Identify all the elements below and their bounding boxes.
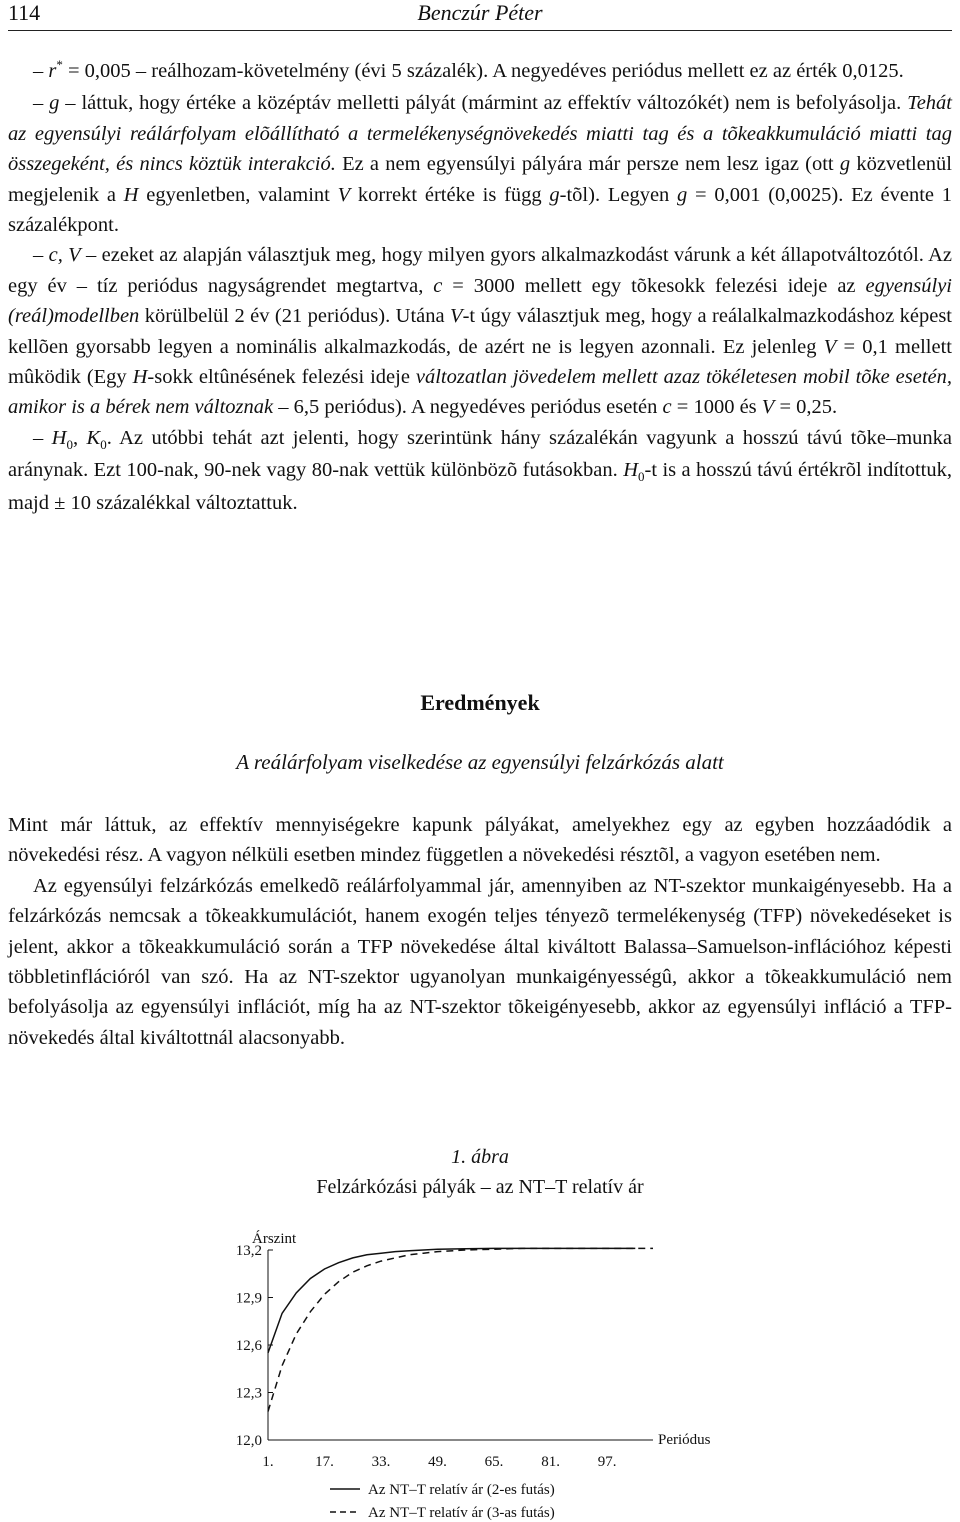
x-tick-label: 1. xyxy=(262,1454,274,1470)
subsection-title: A reálárfolyam viselkedése az egyensúlyi felzárkózás alatt xyxy=(236,750,724,774)
x-tick-label: 33. xyxy=(371,1454,391,1470)
section-title: Eredmények xyxy=(420,690,540,715)
figure-number: 1. ábra xyxy=(451,1146,509,1168)
results-paragraph-2: Az egyensúlyi felzárkózás emelkedõ reálárfolyammal jár, amennyiben az NT-szektor munkaigényesebb. Ha a felzárkózás nemcsak a tõkeakkumulációt, hanem exogén teljes tényezõ termelékenység (TFP) növekedéseket is jelent, akkor a tõkeakkumuláció során a TFP növekedése által kiváltott Balassa–Samuelson-inflációhoz képesti többletinflációról van szó. Ha az NT-szektor ugyanolyan munkaigényességû, akkor a tõkeakkumuláció nem befolyásolja az egyensúlyi inflációt, míg ha az NT-szektor tõkeigényesebb, akkor az egyensúlyi infláció a TFP-növekedés által kiváltottnál alacsonyabb. xyxy=(8,874,952,1049)
results-paragraph-1: Mint már láttuk, az effektív mennyiségekre kapunk pályákat, amelyekhez egy az egyben hozzáadódik a növekedési rész. A vagyon nélküli esetben mindez független a növekedési résztõl, a vagyon esetében nem. xyxy=(8,814,952,867)
page-number: 114 xyxy=(8,0,41,25)
series-layer xyxy=(268,1248,653,1411)
x-tick-label: 17. xyxy=(315,1454,334,1470)
series-line-1 xyxy=(268,1248,635,1353)
param-h0-k0: – $H_0$, $K_0$. Az utóbbi tehát azt jelenti, hogy szerintünk hány százalékán vagyunk a hosszú távú tõke–munka aránynak. Ezt 100-nak, 90-nek vagy 80-nak vettük különbözõ futásokban. $H_0-t$ is a hosszú távú értékrõl indítottuk, majd ± 10 százalékkal változtattuk. xyxy=(8,426,953,514)
y-axis-label: Árszint xyxy=(252,1231,297,1247)
x-tick-label: 65. xyxy=(484,1454,504,1470)
x-tick-label: 81. xyxy=(541,1454,560,1470)
figure-title: Felzárkózási pályák – az NT–T relatív ár xyxy=(316,1176,644,1198)
x-tick-label: 97. xyxy=(597,1454,617,1470)
y-tick-label: 12,9 xyxy=(235,1290,262,1307)
param-g: – g – láttuk, hogy értéke a középtáv melletti pályát (mármint az effektív változókét) nem is befolyásolja. Tehát az egyensúlyi reálárfolyam elõállítható a termelékenységnövekedés miatti tag és a tõkeakkumuláció miatti tag összegeként, és nincs köztük interakció. Ez a nem egyensúlyi pályára már persze nem lesz igaz (ott g közvetlenül megjelenik a H egyenletben, valamint V korrekt értéke is függ g-tõl). Legyen g = 0,001 (0,0025). Ez évente 1 százalékpont. xyxy=(8,92,952,237)
param-cv: – c, V – ezeket az alapján választjuk meg, hogy milyen gyors alkalmazkodást várunk a két állapotváltozótól. Az egy év – tíz periódus nagyságrendet megtartva, c = 3000 mellett egy tõkesokk felezési ideje az egyensúlyi (reál)modellben körülbelül 2 év (21 periódus). Utána V-t úgy választjuk meg, hogy a reálalkalmazkodáshoz képest kellõen gyorsabb legyen a nominális alkalmazkodás, de azért ne is legyen azonnali. Ez jelenleg V = 0,1 mellett mûködik (Egy H-sokk eltûnésének felezési ideje változatlan jövedelem mellett azaz tökéletesen mobil tõke esetén, amikor is a bérek nem változnak – 6,5 periódus). A negyedéves periódus esetén c = 1000 és V = 0,25. xyxy=(8,244,953,419)
param-r: – r* = 0,005 – reálhozam-követelmény (évi 5 százalék). A negyedéves periódus mellett ez az érték 0,0125. xyxy=(33,57,904,82)
legend-label-series-2: Az NT–T relatív ár (3-as futás) xyxy=(368,1505,555,1521)
y-tick-label: 13,2 xyxy=(235,1243,262,1259)
y-tick-label: 12,6 xyxy=(235,1338,262,1354)
legend xyxy=(330,1482,555,1521)
x-tick-label: 49. xyxy=(428,1454,447,1470)
x-axis-label: Periódus xyxy=(658,1432,711,1448)
running-author: Benczúr Péter xyxy=(417,0,543,25)
y-tick-label: 12,0 xyxy=(235,1433,262,1449)
tick-layer xyxy=(236,1243,617,1470)
legend-label-series-1: Az NT–T relatív ár (2-es futás) xyxy=(368,1482,555,1498)
series-line-2 xyxy=(268,1248,653,1411)
y-tick-label: 12,3 xyxy=(235,1385,262,1402)
